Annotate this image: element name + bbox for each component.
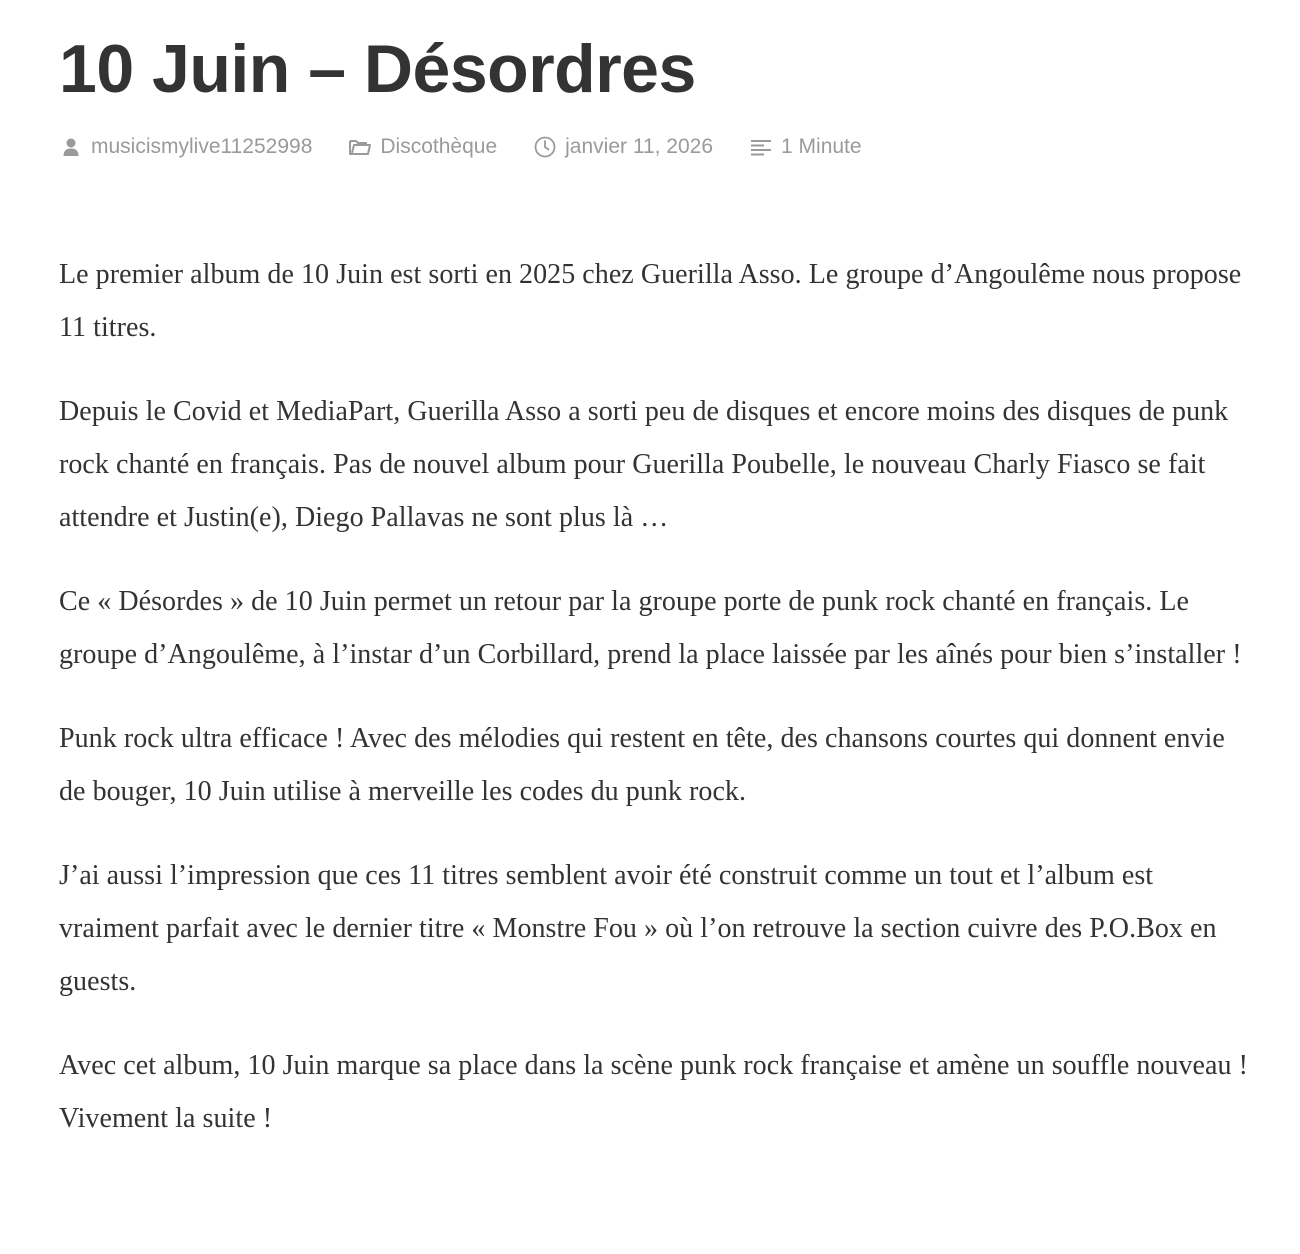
post-article	[59, 30, 1249, 1176]
post-content	[59, 248, 1249, 1145]
list-lines-icon	[749, 135, 773, 159]
clock-icon	[533, 135, 557, 159]
post-meta	[59, 132, 1249, 162]
reading-time: 1 Minute	[781, 135, 862, 158]
paragraph: Avec cet album, 10 Juin marque sa place dans la scène punk rock française et amène un souffle nouveau ! Vivement la suite !	[59, 1050, 1248, 1134]
meta-category	[348, 135, 497, 159]
meta-reading-time	[749, 135, 862, 159]
paragraph: Le premier album de 10 Juin est sorti en 2025 chez Guerilla Asso. Le groupe d’Angoulême nous propose 11 titres.	[59, 259, 1242, 343]
paragraph: Ce « Désordes » de 10 Juin permet un retour par la groupe porte de punk rock chanté en français. Le groupe d’Angoulême, à l’instar d’un Corbillard, prend la place laissée par les aînés pour bien s’installer !	[59, 586, 1242, 670]
paragraph: Punk rock ultra efficace ! Avec des mélodies qui restent en tête, des chansons courtes qui donnent envie de bouger, 10 Juin utilise à merveille les codes du punk rock.	[59, 723, 1225, 807]
date-link[interactable]: janvier 11, 2026	[565, 135, 714, 158]
paragraph: Depuis le Covid et MediaPart, Guerilla Asso a sorti peu de disques et encore moins des disques de punk rock chanté en français. Pas de nouvel album pour Guerilla Poubelle, le nouveau Charly Fiasco se fait attendre et Justin(e), Diego Pallavas ne sont plus là …	[59, 396, 1229, 533]
meta-date	[533, 135, 713, 159]
post-title: 10 Juin – Désordres	[59, 31, 696, 107]
author-link[interactable]: musicismylive11252998	[91, 135, 313, 158]
category-link[interactable]: Discothèque	[380, 135, 498, 158]
folder-icon	[348, 135, 372, 159]
meta-author	[59, 135, 312, 159]
paragraph: J’ai aussi l’impression que ces 11 titres semblent avoir été construit comme un tout et l’album est vraiment parfait avec le dernier titre « Monstre Fou » où l’on retrouve la section cuivre des P.O.Box en guests.	[59, 860, 1217, 997]
user-icon	[59, 135, 83, 159]
